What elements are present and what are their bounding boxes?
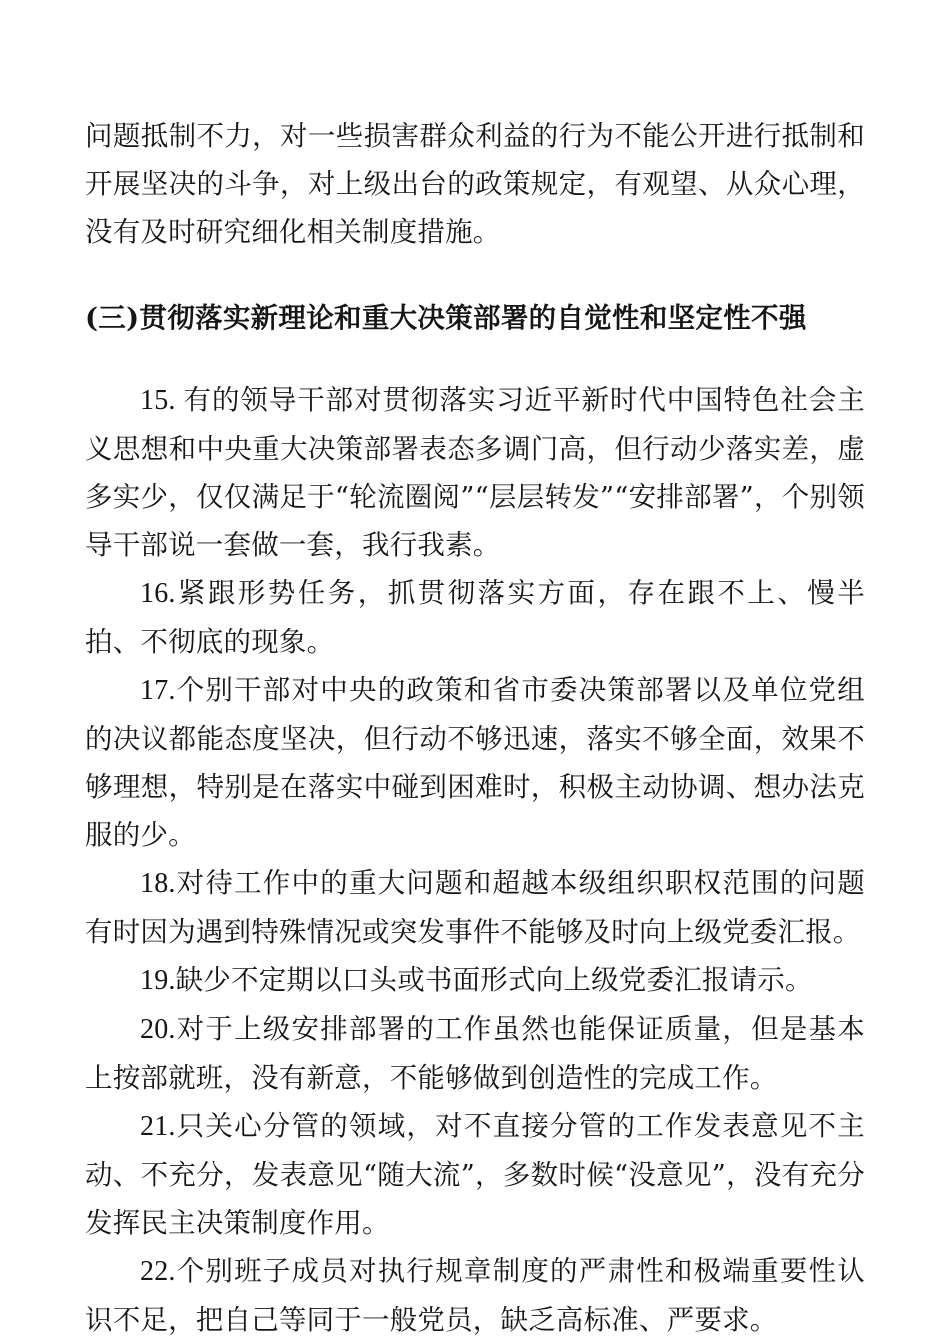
item-number-18: 18.	[140, 868, 176, 899]
item-spacer-15	[176, 385, 184, 416]
item-number-20: 20.	[140, 1014, 176, 1045]
item-text-18: 对待工作中的重大问题和超越本级组织职权范围的问题有时因为遇到特殊情况或突发事件不能够及时向上级党委汇报。	[85, 867, 865, 948]
item-number-21: 21.	[140, 1111, 176, 1142]
item-number-17: 17.	[140, 675, 176, 706]
item-number-19: 19.	[140, 965, 176, 996]
item-text-15: 有的领导干部对贯彻落实习近平新时代中国特色社会主义思想和中央重大决策部署表态多调门高，但行动少落实差，虚多实少，仅仅满足于“轮流圈阅”“层层转发”“安排部署”，个别领导干部说一套做一套，我行我素。	[85, 384, 865, 561]
item-text-21: 只关心分管的领域，对不直接分管的工作发表意见不主动、不充分，发表意见“随大流”，多数时候“没意见”，没有充分发挥民主决策制度作用。	[85, 1110, 865, 1239]
item-number-22: 22.	[140, 1256, 176, 1287]
numbered-paragraph-16	[85, 569, 865, 666]
numbered-paragraph-22	[85, 1247, 865, 1344]
item-text-16: 紧跟形势任务，抓贯彻落实方面，存在跟不上、慢半拍、不彻底的现象。	[85, 577, 865, 658]
item-number-16: 16.	[140, 578, 176, 609]
numbered-paragraph-17	[85, 666, 865, 859]
item-text-22: 个别班子成员对执行规章制度的严肃性和极端重要性认识不足，把自己等同于一般党员，缺乏高标准、严要求。	[85, 1255, 865, 1336]
item-text-20: 对于上级安排部署的工作虽然也能保证质量，但是基本上按部就班，没有新意，不能够做到创造性的完成工作。	[85, 1013, 865, 1094]
item-text-19: 缺少不定期以口头或书面形式向上级党委汇报请示。	[175, 964, 813, 996]
numbered-paragraph-20	[85, 1005, 865, 1102]
document-body	[85, 112, 865, 1344]
item-number-15: 15.	[140, 385, 176, 416]
section-heading: (三)贯彻落实新理论和重大决策部署的自觉性和坚定性不强	[85, 302, 807, 334]
numbered-paragraph-21	[85, 1102, 865, 1247]
numbered-paragraph-18	[85, 859, 865, 956]
numbered-paragraph-19	[85, 956, 865, 1005]
continuation-paragraph: 问题抵制不力，对一些损害群众利益的行为不能公开进行抵制和开展坚决的斗争，对上级出台的政策规定，有观望、从众心理，没有及时研究细化相关制度措施。	[85, 120, 865, 248]
numbered-paragraph-15	[85, 376, 865, 569]
item-text-17: 个别干部对中央的政策和省市委决策部署以及单位党组的决议都能态度坚决，但行动不够迅速，落实不够全面，效果不够理想，特别是在落实中碰到困难时，积极主动协调、想办法克服的少。	[85, 674, 865, 851]
